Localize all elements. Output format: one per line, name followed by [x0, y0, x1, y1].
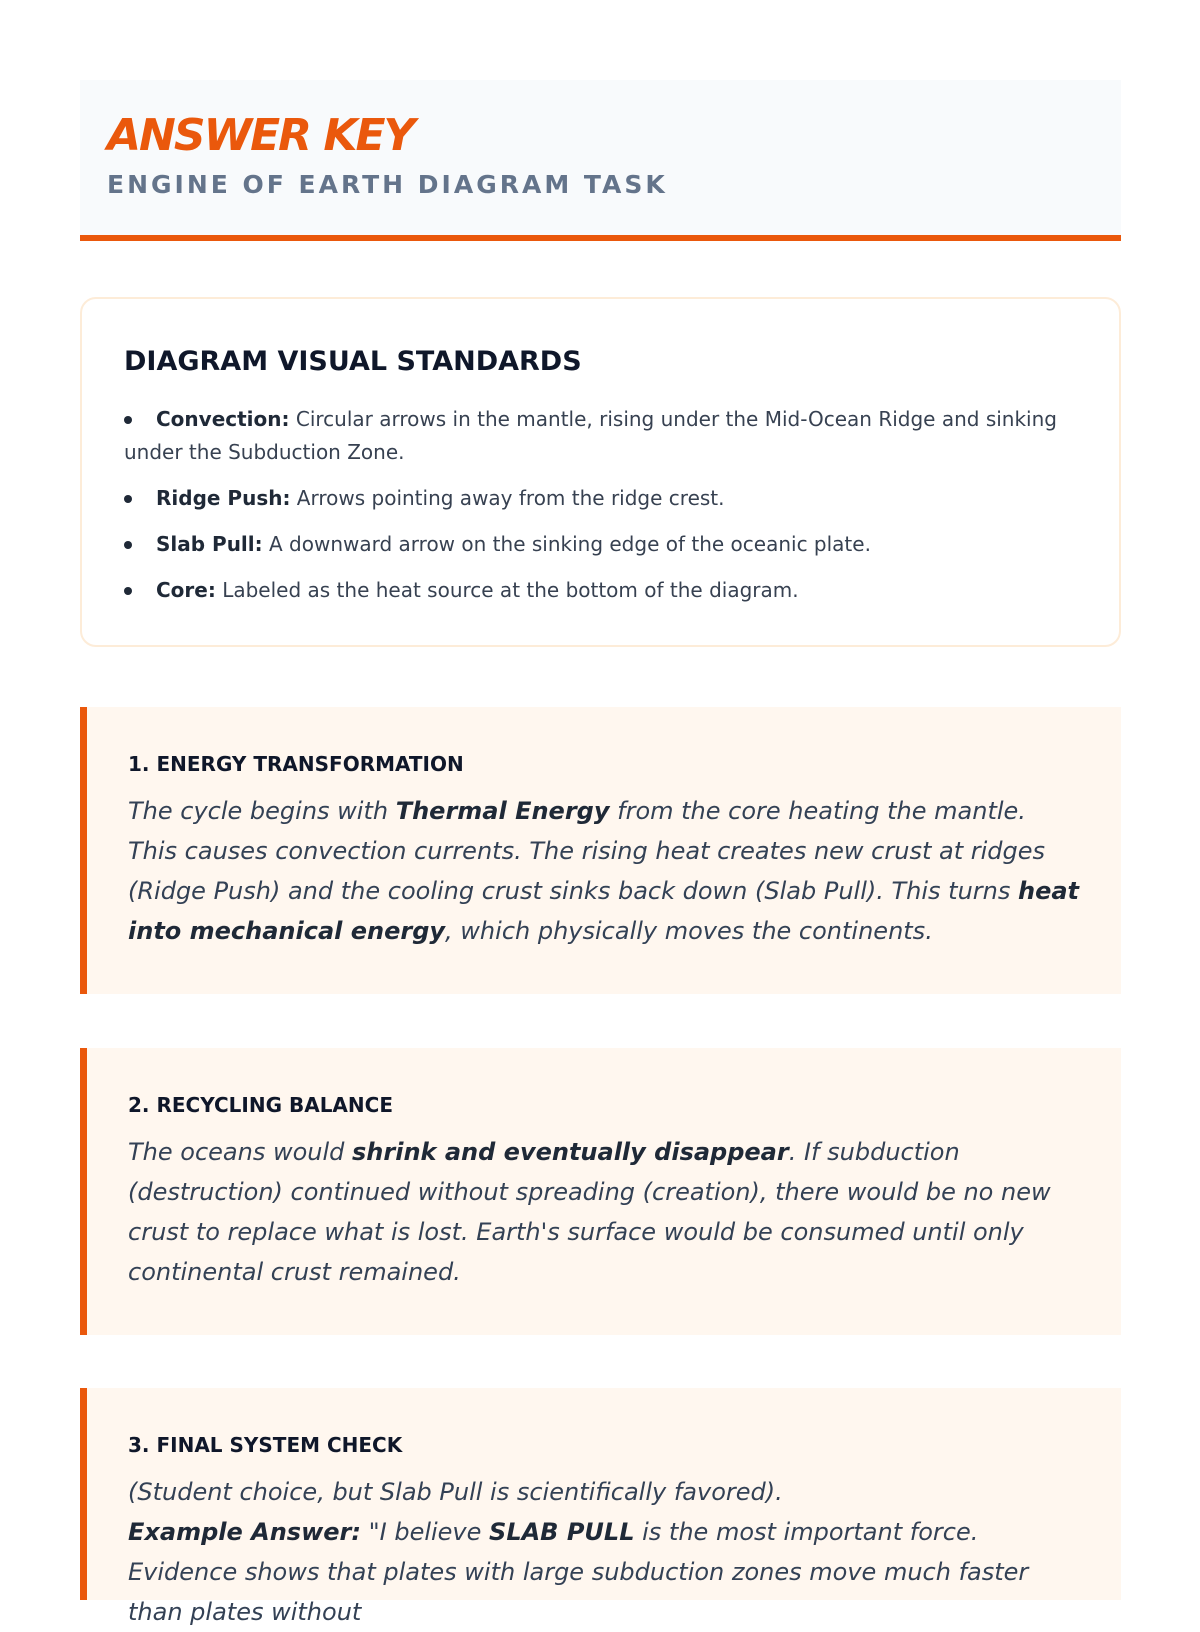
answer-key-page [80, 80, 1121, 1626]
answer-text: is the most important force. Evidence shows that plates with large subduction zones move much faster than plates without [128, 1518, 1029, 1626]
bullet-icon [124, 495, 132, 503]
bullet-icon [124, 416, 132, 424]
section-answer [128, 1472, 1081, 1632]
section-answer [128, 1132, 1081, 1292]
section-heading: 1. ENERGY TRANSFORMATION [128, 752, 464, 776]
standards-list [124, 403, 1079, 607]
standard-term: Ridge Push: [156, 486, 291, 510]
answer-text: The cycle begins with [128, 797, 396, 825]
answer-text: . If subduction (destruction) continued without spreading (creation), there would be no new crust to replace what is lost. Earth's surface would be consumed until only continental crust remained. [128, 1138, 1051, 1286]
list-item [124, 528, 1079, 561]
page-header [80, 80, 1121, 241]
page-title: ANSWER KEY [107, 110, 414, 161]
bullet-icon [124, 587, 132, 595]
answer-emphasis: shrink and eventually disappear [352, 1138, 789, 1166]
final-system-check-card [80, 1388, 1121, 1626]
answer-text: , which physically moves the continents. [445, 917, 933, 945]
answer-emphasis: Thermal Energy [395, 797, 610, 825]
list-item [124, 574, 1079, 607]
standard-term: Convection: [156, 407, 290, 431]
standard-term: Slab Pull: [156, 532, 263, 556]
answer-emphasis: heat into mechanical energy [128, 877, 1080, 945]
section-heading: 3. FINAL SYSTEM CHECK [128, 1433, 403, 1457]
answer-text: from the core heating the mantle. This causes convection currents. The rising heat creates new crust at ridges (Ridge Push) and the cooling crust sinks back down (Slab Pull). This turns [128, 797, 1046, 905]
answer-note: (Student choice, but Slab Pull is scientifically favored). [128, 1478, 783, 1506]
section-heading: 2. RECYCLING BALANCE [128, 1093, 393, 1117]
standard-text: Arrows pointing away from the ridge crest. [290, 486, 725, 510]
answer-label: Example Answer: [128, 1518, 361, 1546]
bullet-icon [124, 541, 132, 549]
standards-heading: DIAGRAM VISUAL STANDARDS [124, 346, 582, 377]
standard-text: Circular arrows in the mantle, rising under the Mid-Ocean Ridge and sinking under the Subduction Zone. [124, 407, 1057, 464]
answer-text: The oceans would [128, 1138, 353, 1166]
standard-text: A downward arrow on the sinking edge of the oceanic plate. [262, 532, 871, 556]
recycling-balance-card [80, 1048, 1121, 1335]
list-item [124, 482, 1079, 515]
answer-emphasis: SLAB PULL [489, 1518, 635, 1546]
standard-text: Labeled as the heat source at the bottom of the diagram. [215, 578, 799, 602]
page-subtitle: ENGINE OF EARTH DIAGRAM TASK [107, 170, 668, 199]
section-answer [128, 791, 1081, 951]
energy-transformation-card [80, 707, 1121, 994]
standard-term: Core: [156, 578, 216, 602]
answer-text: "I believe [360, 1518, 490, 1546]
visual-standards-box [80, 297, 1121, 647]
list-item [124, 403, 1079, 469]
